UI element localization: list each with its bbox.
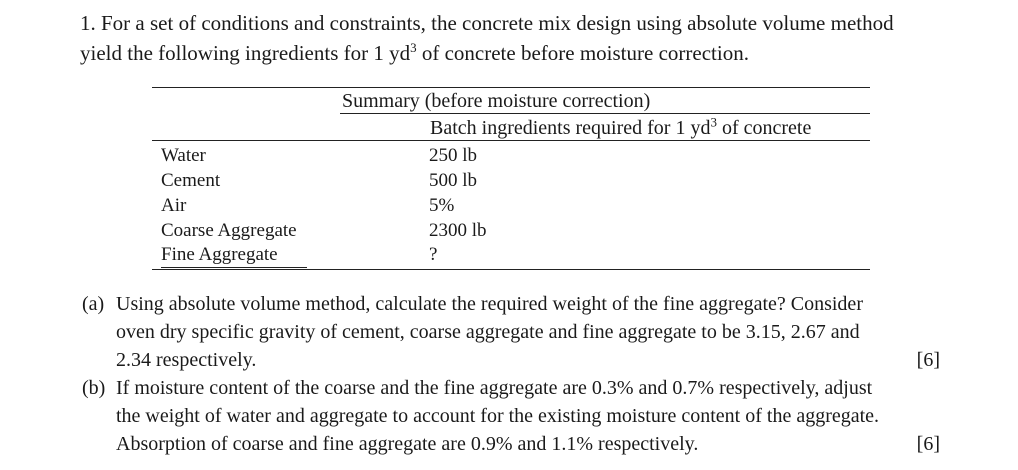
ingredient-name: Coarse Aggregate	[161, 220, 297, 241]
ingredient-value: 5%	[429, 195, 455, 216]
part-line: Using absolute volume method, calculate the required weight of the fine aggregate? Consider	[116, 293, 863, 315]
title-underline-rule	[340, 113, 870, 114]
part-line: oven dry specific gravity of cement, coarse aggregate and fine aggregate to be 3.15, 2.67 and	[116, 321, 860, 343]
intro-line-2	[80, 38, 980, 68]
header-rule	[152, 140, 870, 141]
intro-line-1: 1. For a set of conditions and constraints, the concrete mix design using absolute volume method	[80, 11, 894, 35]
part-line: the weight of water and aggregate to account for the existing moisture content of the aggregate.	[116, 405, 880, 427]
table-row	[152, 193, 870, 218]
ingredient-value: 500 lb	[429, 170, 478, 191]
part-line: Absorption of coarse and fine aggregate are 0.9% and 1.1% respectively.	[116, 433, 699, 455]
part-line: 2.34 respectively.	[116, 349, 257, 371]
part-label: (a)	[82, 293, 105, 315]
ingredient-value: 2300 lb	[429, 220, 487, 241]
ingredient-value: 250 lb	[429, 145, 478, 166]
ingredients-table	[152, 84, 870, 272]
table-title: Summary (before moisture correction)	[342, 90, 651, 112]
marks-badge: [6]	[916, 349, 940, 371]
part-line: If moisture content of the coarse and the fine aggregate are 0.3% and 0.7% respectively, adjust	[116, 377, 873, 399]
column-header	[430, 115, 811, 141]
marks-badge: [6]	[916, 433, 940, 455]
table-row	[152, 168, 870, 193]
intro-line-2-text: yield the following ingredients for 1 yd	[80, 41, 411, 65]
table-row	[152, 143, 870, 168]
ingredient-value: ?	[429, 244, 438, 265]
intro-line-2-tail: of concrete before moisture correction.	[416, 41, 749, 65]
cubic-superscript: 3	[410, 40, 417, 55]
table-bottom-rule	[152, 269, 870, 270]
column-header-superscript: 3	[710, 114, 717, 130]
ingredient-name: Cement	[161, 170, 221, 191]
ingredient-name: Air	[161, 195, 187, 216]
ingredient-name: Water	[161, 145, 206, 166]
question-intro	[80, 8, 980, 68]
table-row	[152, 218, 870, 243]
part-a	[82, 290, 942, 374]
column-header-tail: of concrete	[716, 117, 812, 139]
last-row-underline	[161, 267, 307, 268]
question-parts	[82, 290, 942, 458]
part-label: (b)	[82, 377, 106, 399]
part-b	[82, 374, 942, 458]
table-row	[152, 242, 870, 267]
column-header-text: Batch ingredients required for 1 yd	[430, 117, 711, 139]
ingredient-name: Fine Aggregate	[161, 244, 278, 265]
